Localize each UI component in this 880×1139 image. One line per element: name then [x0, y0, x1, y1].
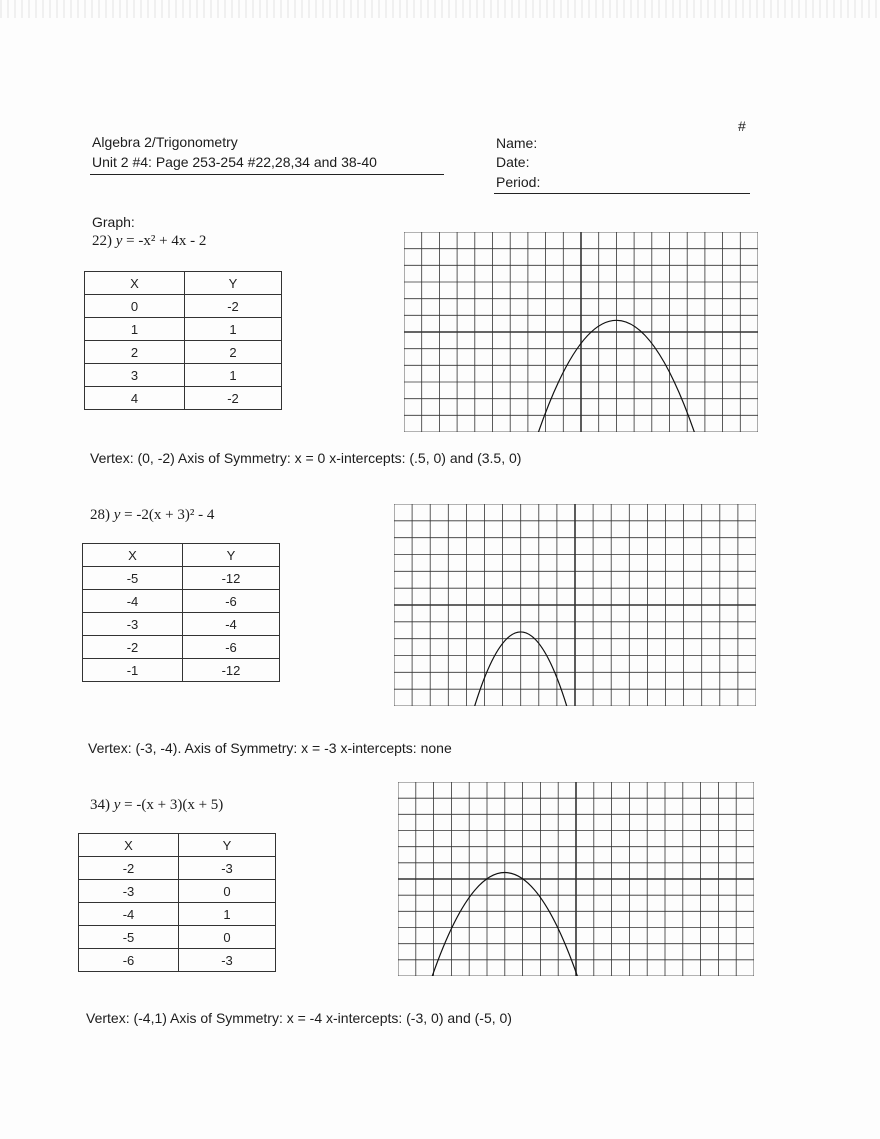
table-row — [83, 636, 280, 659]
graph-grid-28 — [394, 504, 756, 706]
cell-x: 4 — [85, 387, 185, 410]
cell-y: -12 — [183, 567, 280, 590]
cell-x: -1 — [83, 659, 183, 682]
cell-y: -2 — [185, 295, 282, 318]
cell-x: 0 — [85, 295, 185, 318]
graph-grid-22 — [404, 232, 758, 432]
equation-22: 22) y = -x² + 4x - 2 — [92, 233, 207, 249]
header-x: X — [79, 834, 179, 857]
cell-x: -3 — [79, 880, 179, 903]
cell-x: -2 — [83, 636, 183, 659]
table-row — [79, 949, 276, 972]
table-row — [79, 903, 276, 926]
cell-y: -3 — [179, 857, 276, 880]
cell-x: -4 — [83, 590, 183, 613]
graph-grid-34 — [398, 782, 754, 976]
graph-label: Graph: — [92, 214, 135, 230]
cell-y: 0 — [179, 880, 276, 903]
header-x: X — [83, 544, 183, 567]
problem-number: 28) — [90, 507, 110, 523]
equation-rhs: -(x + 3)(x + 5) — [136, 797, 224, 813]
summary-34: Vertex: (-4,1) Axis of Symmetry: x = -4 x-intercepts: (-3, 0) and (-5, 0) — [86, 1010, 512, 1026]
scan-artifact — [0, 0, 880, 18]
cell-y: 0 — [179, 926, 276, 949]
header-y: Y — [183, 544, 280, 567]
equation-rhs: -x² + 4x - 2 — [138, 233, 207, 249]
cell-x: 3 — [85, 364, 185, 387]
header-x: X — [85, 272, 185, 295]
cell-x: -6 — [79, 949, 179, 972]
cell-y: -4 — [183, 613, 280, 636]
cell-y: -12 — [183, 659, 280, 682]
table-row — [83, 659, 280, 682]
cell-x: -4 — [79, 903, 179, 926]
table-row — [79, 926, 276, 949]
table-row — [83, 567, 280, 590]
cell-x: -3 — [83, 613, 183, 636]
equation-rhs: -2(x + 3)² - 4 — [136, 507, 215, 523]
course-title: Algebra 2/Trigonometry — [92, 134, 238, 150]
cell-y: 2 — [185, 341, 282, 364]
table-row — [85, 318, 282, 341]
summary-22: Vertex: (0, -2) Axis of Symmetry: x = 0 x-intercepts: (.5, 0) and (3.5, 0) — [90, 450, 522, 466]
table-header-row — [85, 272, 282, 295]
cell-x: -5 — [83, 567, 183, 590]
equation-lhs: y — [113, 507, 121, 523]
table-row — [85, 341, 282, 364]
table-row — [83, 613, 280, 636]
period-label: Period: — [496, 174, 541, 190]
cell-x: 2 — [85, 341, 185, 364]
cell-y: 1 — [185, 364, 282, 387]
cell-y: 1 — [185, 318, 282, 341]
summary-28: Vertex: (-3, -4). Axis of Symmetry: x = -3 x-intercepts: none — [88, 740, 452, 756]
date-label: Date: — [496, 154, 530, 170]
table-row — [85, 364, 282, 387]
problem-number: 34) — [90, 797, 110, 813]
table-row — [79, 880, 276, 903]
header-rule-right — [494, 193, 750, 194]
cell-y: -3 — [179, 949, 276, 972]
xy-table-28 — [82, 543, 280, 682]
table-row — [83, 590, 280, 613]
xy-table-22 — [84, 271, 282, 410]
cell-y: 1 — [179, 903, 276, 926]
problem-number: 22) — [92, 233, 112, 249]
xy-table-34 — [78, 833, 276, 972]
cell-x: -2 — [79, 857, 179, 880]
equation-28: 28) y = -2(x + 3)² - 4 — [90, 507, 215, 523]
cell-y: -6 — [183, 636, 280, 659]
cell-y: -6 — [183, 590, 280, 613]
header-rule-left — [90, 174, 444, 175]
header-y: Y — [179, 834, 276, 857]
equation-34: 34) y = -(x + 3)(x + 5) — [90, 797, 224, 813]
number-sign: # — [738, 118, 746, 134]
cell-y: -2 — [185, 387, 282, 410]
table-row — [85, 387, 282, 410]
header-y: Y — [185, 272, 282, 295]
table-row — [79, 857, 276, 880]
table-header-row — [83, 544, 280, 567]
table-header-row — [79, 834, 276, 857]
cell-x: 1 — [85, 318, 185, 341]
equation-lhs: y — [113, 797, 121, 813]
name-label: Name: — [496, 135, 538, 151]
table-row — [85, 295, 282, 318]
equation-lhs: y — [115, 233, 123, 249]
cell-x: -5 — [79, 926, 179, 949]
assignment-line: Unit 2 #4: Page 253-254 #22,28,34 and 38-40 — [92, 154, 377, 170]
